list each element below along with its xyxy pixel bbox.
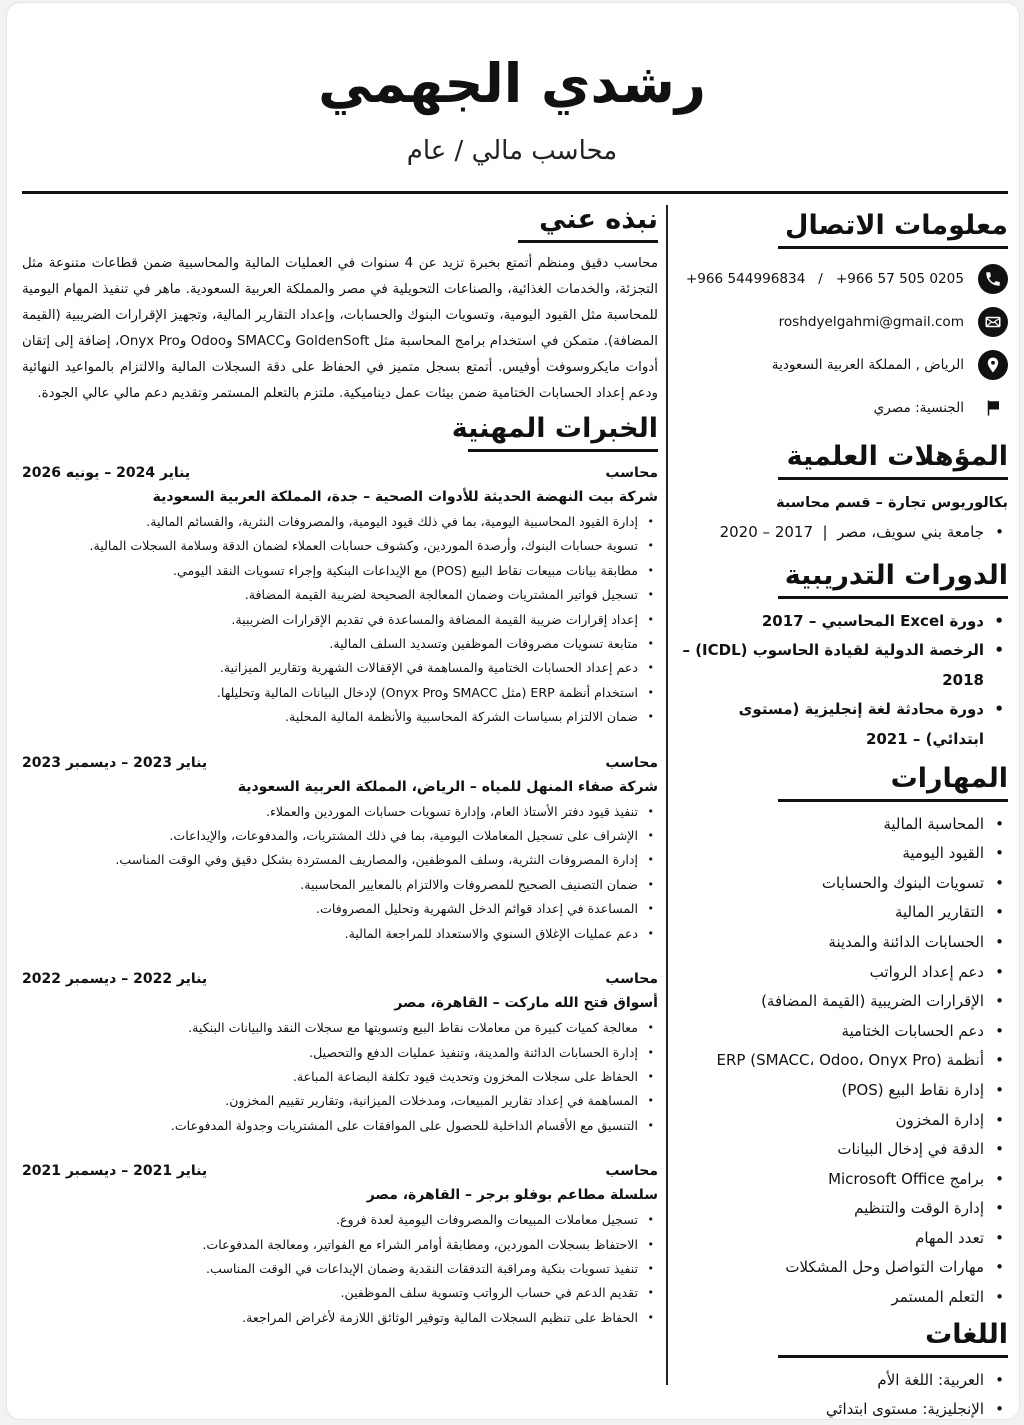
education-heading: المؤهلات العلمية — [786, 441, 1008, 472]
job-bullet: • تسوية حسابات البنوك، وأرصدة الموردين، وكشوف حسابات العملاء لضمان الدقة وسلامة السجلات المالية. — [22, 534, 638, 558]
job-bullet: • الاحتفاظ بسجلات الموردين، ومطابقة أوامر الشراء مع الفواتير، ومعالجة المدفوعات. — [22, 1233, 638, 1257]
location-text: الرياض , المملكة العربية السعودية — [771, 356, 964, 373]
job-company: شركة صفاء المنهل للمياه – الرياض، المملكة العربية السعودية — [237, 778, 658, 795]
job-bullets — [22, 1208, 658, 1330]
skill-item: • برامج Microsoft Office — [680, 1165, 984, 1195]
job-bullet: • المساعدة في إعداد قوائم الدخل الشهرية وتحليل المصروفات. — [22, 897, 638, 921]
section-underline — [518, 240, 658, 243]
job-header — [22, 1160, 658, 1182]
section-underline — [778, 477, 1008, 480]
job-header — [22, 752, 658, 774]
job-bullet: • استخدام أنظمة ERP (مثل SMACC وOnyx Pro) لإدخال البيانات المالية وتحليلها. — [22, 681, 638, 705]
skills-heading: المهارات — [890, 762, 1008, 794]
skills-list — [680, 810, 1008, 1313]
experience-list — [22, 462, 658, 1330]
contact-email — [680, 300, 1008, 343]
job-bullets — [22, 510, 658, 730]
job-bullet: • تقديم الدعم في حساب الرواتب وتسوية سلف الموظفين. — [22, 1281, 638, 1305]
header-divider — [22, 191, 1008, 194]
course-item: • دورة Excel المحاسبي – 2017 — [680, 607, 984, 637]
job-role: محاسب — [605, 465, 658, 481]
skill-item: • تسويات البنوك والحسابات — [680, 869, 984, 899]
job-bullets — [22, 800, 658, 946]
job-bullet: • إدارة الحسابات الدائنة والمدينة، وتنفيذ عمليات الدفع والتحصيل. — [22, 1041, 638, 1065]
job-dates: يناير 2022 – ديسمبر 2022 — [22, 971, 208, 988]
email-icon — [978, 307, 1008, 337]
job-bullet: • ضمان التصنيف الصحيح للمصروفات والالتزام بالمعايير المحاسبية. — [22, 873, 638, 897]
job-dates: يناير 2021 – ديسمبر 2021 — [22, 1163, 208, 1180]
column-divider — [666, 205, 668, 1385]
skill-item: • المحاسبة المالية — [680, 810, 984, 840]
summary-text: محاسب دقيق ومنظم أتمتع بخبرة تزيد عن 4 سنوات في العمليات المالية والمحاسبية ضمن قطاعات متنوعة مثل التجزئة، والخدمات الغذائية، والصناعات التحويلية في مصر والمملكة العربية السعودية. ماهر في تنفيذ المهام اليومية للمحاسبة مثل القيود اليومية، وتسويات البنوك والحسابات، وإعداد التقارير المالية، وتجهيز الإقرارات الضريبية (القيمة المضافة). متمكن في استخدام برامج المحاسبة مثل GoldenSoft وSMACC وOdoo وOnyx Pro، إضافة إلى إتقان أدوات مايكروسوفت أوفيس. أتمتع بسجل متميز في الحفاظ على دقة السجلات المالية والالتزام بالمواعيد النهائية ودعم إعداد الحسابات الختامية ضمن بيئات عمل ديناميكية. ملتزم بالتعلم المستمر وتقديم دعم مالي عالي الجودة. — [22, 256, 658, 401]
section-underline — [778, 246, 1008, 249]
skill-item: • دعم الحسابات الختامية — [680, 1017, 984, 1047]
skill-item: • الحسابات الدائنة والمدينة — [680, 928, 984, 958]
job-header — [22, 462, 658, 484]
skill-item: • إدارة المخزون — [680, 1106, 984, 1136]
job-bullet: • الحفاظ على تنظيم السجلات المالية وتوفير الوثائق اللازمة لأغراض المراجعة. — [22, 1306, 638, 1330]
language-item: • العربية: اللغة الأم — [680, 1366, 984, 1396]
location-pin-icon — [978, 350, 1008, 380]
main-column — [22, 200, 658, 1330]
languages-heading: اللغات — [925, 1318, 1008, 1350]
job-bullets — [22, 1016, 658, 1138]
summary-heading: نبذه عني — [539, 204, 658, 235]
job-bullet: • دعم إعداد الحسابات الختامية والمساهمة في الإقفالات الشهرية وتقارير الميزانية. — [22, 656, 638, 680]
skill-item: • التقارير المالية — [680, 898, 984, 928]
job-dates: يناير 2023 – ديسمبر 2023 — [22, 754, 208, 771]
section-underline — [778, 1355, 1008, 1358]
skill-item: • التعلم المستمر — [680, 1283, 984, 1313]
email-address[interactable]: roshdyelgahmi@gmail.com — [778, 313, 964, 330]
section-underline — [778, 799, 1008, 802]
candidate-title: محاسب مالي / عام — [406, 136, 618, 166]
job-bullet: • معالجة كميات كبيرة من معاملات نقاط البيع وتسويتها مع سجلات النقد والبيانات البنكية. — [22, 1016, 638, 1040]
candidate-name: رشدي الجهمي — [318, 52, 706, 115]
sidebar-column — [680, 200, 1008, 1425]
job-header — [22, 968, 658, 990]
job-bullet: • دعم عمليات الإغلاق السنوي والاستعداد للمراجعة المالية. — [22, 922, 638, 946]
contact-location — [680, 343, 1008, 386]
skill-item: • الدقة في إدخال البيانات — [680, 1135, 984, 1165]
skill-item: • تعدد المهام — [680, 1224, 984, 1254]
nationality-text: الجنسية: مصري — [873, 399, 964, 416]
job-role: محاسب — [605, 1163, 658, 1180]
job-entry — [22, 752, 658, 946]
job-bullet: • التنسيق مع الأقسام الداخلية للحصول على الموافقات على المشتريات وجدولة المدفوعات. — [22, 1114, 638, 1138]
flag-icon — [978, 393, 1008, 423]
job-role: محاسب — [605, 971, 658, 988]
job-bullet: • مطابقة بيانات مبيعات نقاط البيع (POS) مع الإيداعات البنكية وإجراء تسويات النقد اليومي. — [22, 559, 638, 583]
courses-list — [680, 607, 1008, 755]
section-underline — [778, 596, 1008, 599]
job-company: أسواق فتح الله ماركت – القاهرة، مصر — [394, 995, 658, 1012]
job-bullet: • تسجيل معاملات المبيعات والمصروفات اليومية لعدة فروع. — [22, 1208, 638, 1232]
skill-item: • دعم إعداد الرواتب — [680, 958, 984, 988]
job-bullet: • تنفيذ تسويات بنكية ومراقبة التدفقات النقدية وضمان الإيداعات في الوقت المناسب. — [22, 1257, 638, 1281]
skill-item: • أنظمة ERP (SMACC، Odoo، Onyx Pro) — [680, 1046, 984, 1076]
contact-phone — [680, 257, 1008, 300]
phone-icon — [978, 264, 1008, 294]
job-bullet: • المساهمة في إعداد تقارير المبيعات، ومدخلات الميزانية، وتقارير تقييم المخزون. — [22, 1089, 638, 1113]
language-item: • الإنجليزية: مستوى ابتدائي — [680, 1395, 984, 1425]
job-bullet: • إدارة المصروفات النثرية، وسلف الموظفين، والمصاريف المستردة بشكل دقيق وفي الوقت المناسب. — [22, 848, 638, 872]
contact-heading: معلومات الاتصال — [785, 210, 1008, 241]
job-dates: يناير 2024 – يونيه 2026 — [22, 465, 191, 481]
job-entry — [22, 462, 658, 730]
job-entry — [22, 968, 658, 1138]
experience-heading: الخبرات المهنية — [451, 413, 658, 444]
section-underline — [468, 449, 658, 452]
contact-nationality — [680, 386, 1008, 429]
job-bullet: • تنفيذ قيود دفتر الأستاذ العام، وإدارة تسويات حسابات الموردين والعملاء. — [22, 800, 638, 824]
degree-detail: • جامعة بني سويف، مصر | 2017 – 2020 — [680, 518, 984, 548]
job-bullet: • إدارة القيود المحاسبية اليومية، بما في ذلك قيود اليومية، والمصروفات النثرية، والقسائم المالية. — [22, 510, 638, 534]
courses-heading: الدورات التدريبية — [784, 559, 1008, 591]
course-item: • دورة محادثة لغة إنجليزية (مستوى ابتدائي) – 2021 — [680, 695, 984, 754]
job-role: محاسب — [605, 754, 658, 771]
skill-item: • مهارات التواصل وحل المشكلات — [680, 1253, 984, 1283]
job-bullet: • إعداد إقرارات ضريبة القيمة المضافة والمساعدة في تقديم الإقرارات الضريبية. — [22, 608, 638, 632]
skill-item: • إدارة الوقت والتنظيم — [680, 1194, 984, 1224]
degree-title: بكالوريوس تجارة – قسم محاسبة — [776, 495, 1008, 511]
job-bullet: • متابعة تسويات مصروفات الموظفين وتسديد السلف المالية. — [22, 632, 638, 656]
skill-item: • الإقرارات الضريبية (القيمة المضافة) — [680, 987, 984, 1017]
phone-numbers[interactable]: +966 544996834 / +966 57 505 0205 — [685, 270, 964, 287]
course-item: • الرخصة الدولية لقيادة الحاسوب (ICDL) – 2018 — [680, 636, 984, 695]
job-company: سلسلة مطاعم بوفلو برجر – القاهرة، مصر — [366, 1187, 658, 1204]
job-bullet: • تسجيل فواتير المشتريات وضمان المعالجة الصحيحة لضريبة القيمة المضافة. — [22, 583, 638, 607]
job-bullet: • الحفاظ على سجلات المخزون وتحديث قيود تكلفة البضاعة المباعة. — [22, 1065, 638, 1089]
languages-list — [680, 1366, 1008, 1425]
job-company: شركة بيت النهضة الحديثة للأدوات الصحية – جدة، المملكة العربية السعودية — [152, 489, 658, 505]
skill-item: • القيود اليومية — [680, 839, 984, 869]
job-entry — [22, 1160, 658, 1330]
skill-item: • إدارة نقاط البيع (POS) — [680, 1076, 984, 1106]
job-bullet: • الإشراف على تسجيل المعاملات اليومية، بما في ذلك المشتريات، والمدفوعات، والإيداعات. — [22, 824, 638, 848]
job-bullet: • ضمان الالتزام بسياسات الشركة المحاسبية والأنظمة المالية المحلية. — [22, 705, 638, 729]
